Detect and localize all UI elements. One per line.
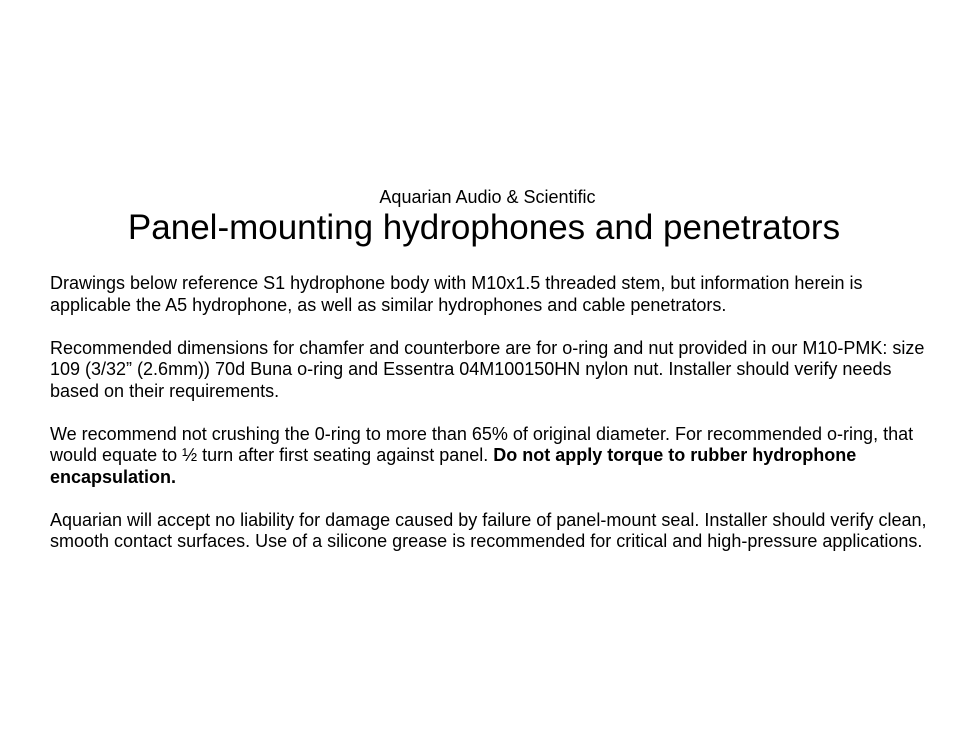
- document-body: [50, 273, 940, 553]
- page-title: Panel-mounting hydrophones and penetrators: [127, 208, 841, 247]
- paragraph-drawings-reference: Drawings below reference S1 hydrophone body with M10x1.5 threaded stem, but information herein is applicable the A5 hydrophone, as well as similar hydrophones and cable penetrators.: [50, 273, 863, 315]
- paragraph-oring-crush: [50, 424, 940, 489]
- torque-warning: Do not apply torque to rubber hydrophone encapsulation.: [50, 445, 857, 487]
- paragraph-recommended-dimensions: Recommended dimensions for chamfer and counterbore are for o-ring and nut provided in our M10-PMK: size 109 (3/32” (2.6mm)) 70d Buna o-ring and Essentra 04M100150HN nylon nut. Installer should verify needs based on their requirements.: [50, 337, 925, 401]
- oring-crush-text: We recommend not crushing the 0-ring to more than 65% of original diameter. For recommended o-ring, that would equate to ½ turn after first seating against panel.: [50, 423, 914, 465]
- paragraph-liability: Aquarian will accept no liability for damage caused by failure of panel-mount seal. Installer should verify clean, smooth contact surfaces. Use of a silicone grease is recommended for critical and high-pressure applications.: [50, 509, 927, 551]
- organization-name: Aquarian Audio & Scientific: [379, 187, 596, 207]
